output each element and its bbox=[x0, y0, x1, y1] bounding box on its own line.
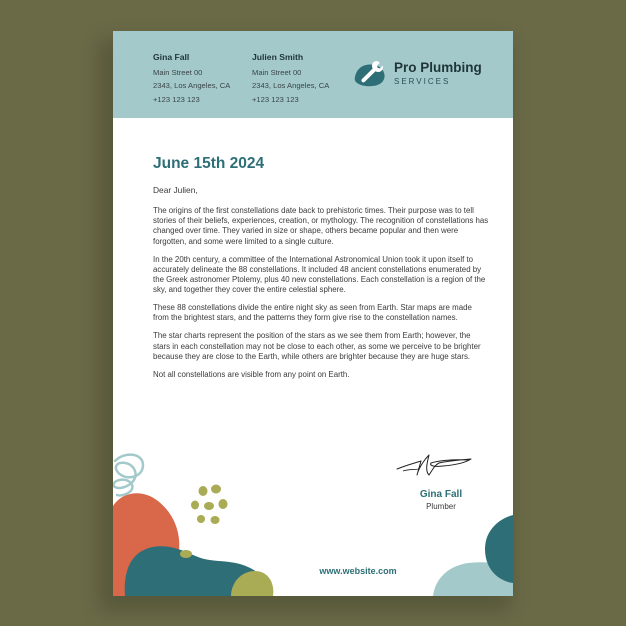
deco-dot bbox=[197, 515, 205, 523]
paragraph: These 88 constellations divide the entire night sky as seen from Earth. Star maps are made from the brightest stars, and the patterns they form give rise to the constellation names. bbox=[153, 303, 472, 323]
website-link[interactable]: www.website.com bbox=[319, 566, 397, 576]
deco-dot bbox=[191, 501, 199, 510]
signer-name: Gina Fall bbox=[419, 489, 463, 500]
letter-date: June 15th 2024 bbox=[153, 155, 265, 172]
sender-contact bbox=[153, 51, 230, 106]
sender-city: 2343, Los Angeles, CA bbox=[153, 81, 231, 91]
recipient-name: Julien Smith bbox=[252, 52, 304, 62]
paragraph: The star charts represent the position of the stars as we see them from Earth; however, the stars in each constellation may not be close to each other, as some we perceive to be brighter because they are close to the Earth, while others are brighter because they are huge stars. bbox=[153, 331, 481, 361]
company-name: Pro Plumbing bbox=[394, 60, 482, 75]
deco-dot bbox=[180, 550, 192, 558]
recipient-contact bbox=[252, 51, 329, 106]
signer-role: Plumber bbox=[426, 502, 456, 511]
deco-dot bbox=[211, 485, 221, 494]
signature bbox=[395, 451, 475, 481]
paragraph: In the 20th century, a committee of the International Astronomical Union took it upon itself to accurately delineate the 88 constellations. It included 48 ancient constellations enumerated by the Greek astronomer Ptolemy, plus 40 new constellations. Each constellation is a region of the sky, and together they cover the entire celestial sphere. bbox=[153, 254, 486, 295]
letter-body bbox=[153, 206, 489, 388]
letter-header bbox=[113, 31, 513, 118]
deco-dot bbox=[199, 486, 208, 496]
paragraph: The origins of the first constellations date back to prehistoric times. Their purpose was to tell stories of their beliefs, experiences, creation, or mythology. The recognition of constellations has changed over time. They varied in size or shape, others became popular and then were forgotten, and some were limited to a single culture. bbox=[153, 206, 489, 246]
deco-dot bbox=[204, 502, 214, 510]
salutation: Dear Julien, bbox=[153, 185, 198, 195]
deco-dot bbox=[219, 499, 228, 509]
sender-name: Gina Fall bbox=[153, 52, 190, 62]
company-tagline: SERVICES bbox=[394, 77, 451, 86]
recipient-city: 2343, Los Angeles, CA bbox=[252, 81, 330, 91]
recipient-phone: +123 123 123 bbox=[252, 94, 299, 104]
letterhead-page bbox=[113, 31, 513, 596]
sender-phone: +123 123 123 bbox=[153, 94, 200, 104]
company-brand bbox=[353, 55, 503, 95]
recipient-street: Main Street 00 bbox=[252, 67, 302, 77]
deco-dot bbox=[211, 516, 220, 524]
paragraph: Not all constellations are visible from any point on Earth. bbox=[153, 369, 350, 379]
deco-squiggle bbox=[114, 455, 143, 496]
wrench-icon bbox=[353, 57, 387, 89]
sender-street: Main Street 00 bbox=[153, 67, 203, 77]
